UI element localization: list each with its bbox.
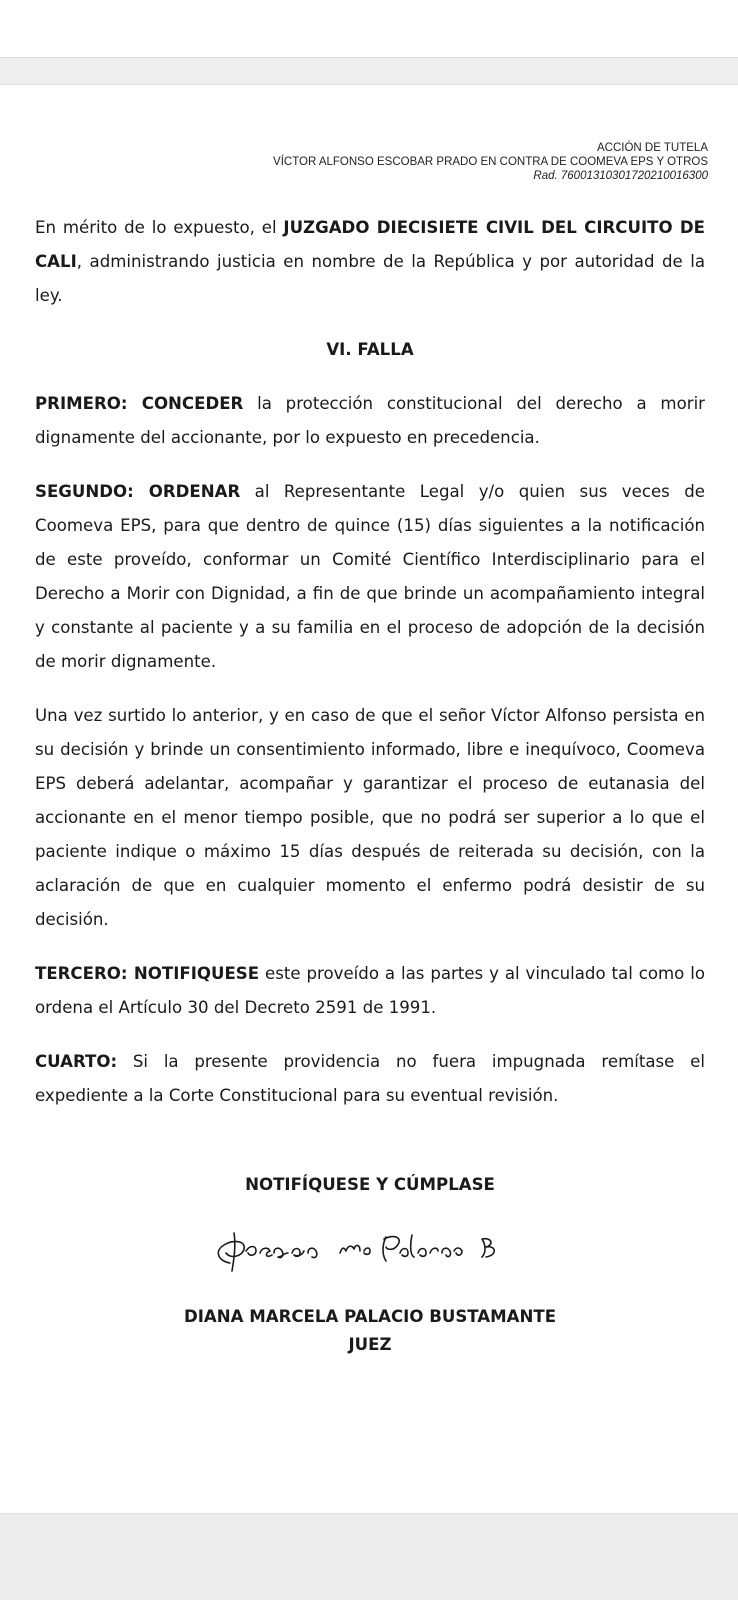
case-type: ACCIÓN DE TUTELA (597, 142, 708, 154)
handwritten-signature (35, 1215, 705, 1275)
signer-block (35, 1303, 705, 1359)
closing-formula: NOTIFÍQUESE Y CÚMPLASE (245, 1175, 495, 1194)
case-radicado: Rad. 76001310301720210016300 (533, 170, 708, 182)
viewer-band (0, 58, 738, 84)
signer-name: DIANA MARCELA PALACIO BUSTAMANTE (183, 1307, 557, 1326)
viewer-bottom (0, 1514, 738, 1600)
intro-paragraph: En mérito de lo expuesto, el JUZGADO DIECISIETE CIVIL DEL CIRCUITO DE CALI, administrando justicia en nombre de la República y por autoridad de la ley. (35, 218, 706, 305)
section-title: VI. FALLA (326, 340, 414, 359)
una-vez-paragraph: Una vez surtido lo anterior, y en caso de que el señor Víctor Alfonso persista en su decisión y brinde un consentimiento informado, libre e inequívoco, Coomeva EPS deberá adelantar, acompañar y garantizar el proceso de eutanasia del accionante en el menor tiempo posible, que no podrá ser superior a lo que el paciente indique o máximo 15 días después de reiterada su decisión, con la aclaración de que en cualquier momento el enfermo podrá desistir de su decisión. (35, 706, 705, 929)
segundo-label: SEGUNDO: ORDENAR (35, 482, 241, 501)
tercero-paragraph: TERCERO: NOTIFIQUESE este proveído a las partes y al vinculado tal como lo ordena el Artículo 30 del Decreto 2591 de 1991. (35, 964, 705, 1017)
court-name: JUZGADO DIECISIETE CIVIL DEL CIRCUITO DE CALI (35, 218, 706, 271)
document-body (35, 211, 705, 1113)
document-page (0, 84, 738, 1514)
signature-icon (200, 1215, 540, 1275)
signer-role: JUEZ (348, 1335, 392, 1354)
app-top-bar (0, 0, 738, 58)
case-parties: VÍCTOR ALFONSO ESCOBAR PRADO EN CONTRA DE COOMEVA EPS Y OTROS (273, 156, 708, 168)
case-header (273, 141, 708, 183)
primero-paragraph: PRIMERO: CONCEDER la protección constitucional del derecho a morir dignamente del accionante, por lo expuesto en precedencia. (35, 394, 705, 447)
segundo-paragraph: SEGUNDO: ORDENAR al Representante Legal y/o quien sus veces de Coomeva EPS, para que dentro de quince (15) días siguientes a la notificación de este proveído, conformar un Comité Científico Interdisciplinario para el Derecho a Morir con Dignidad, a fin de que brinde un acompañamiento integral y constante al paciente y a su familia en el proceso de adopción de la decisión de morir dignamente. (35, 482, 705, 671)
cuarto-paragraph: CUARTO: Si la presente providencia no fuera impugnada remítase el expediente a la Corte Constitucional para su eventual revisión. (35, 1052, 705, 1105)
primero-label: PRIMERO: CONCEDER (35, 394, 244, 413)
cuarto-label: CUARTO: (35, 1052, 118, 1071)
tercero-label: TERCERO: NOTIFIQUESE (35, 964, 260, 983)
